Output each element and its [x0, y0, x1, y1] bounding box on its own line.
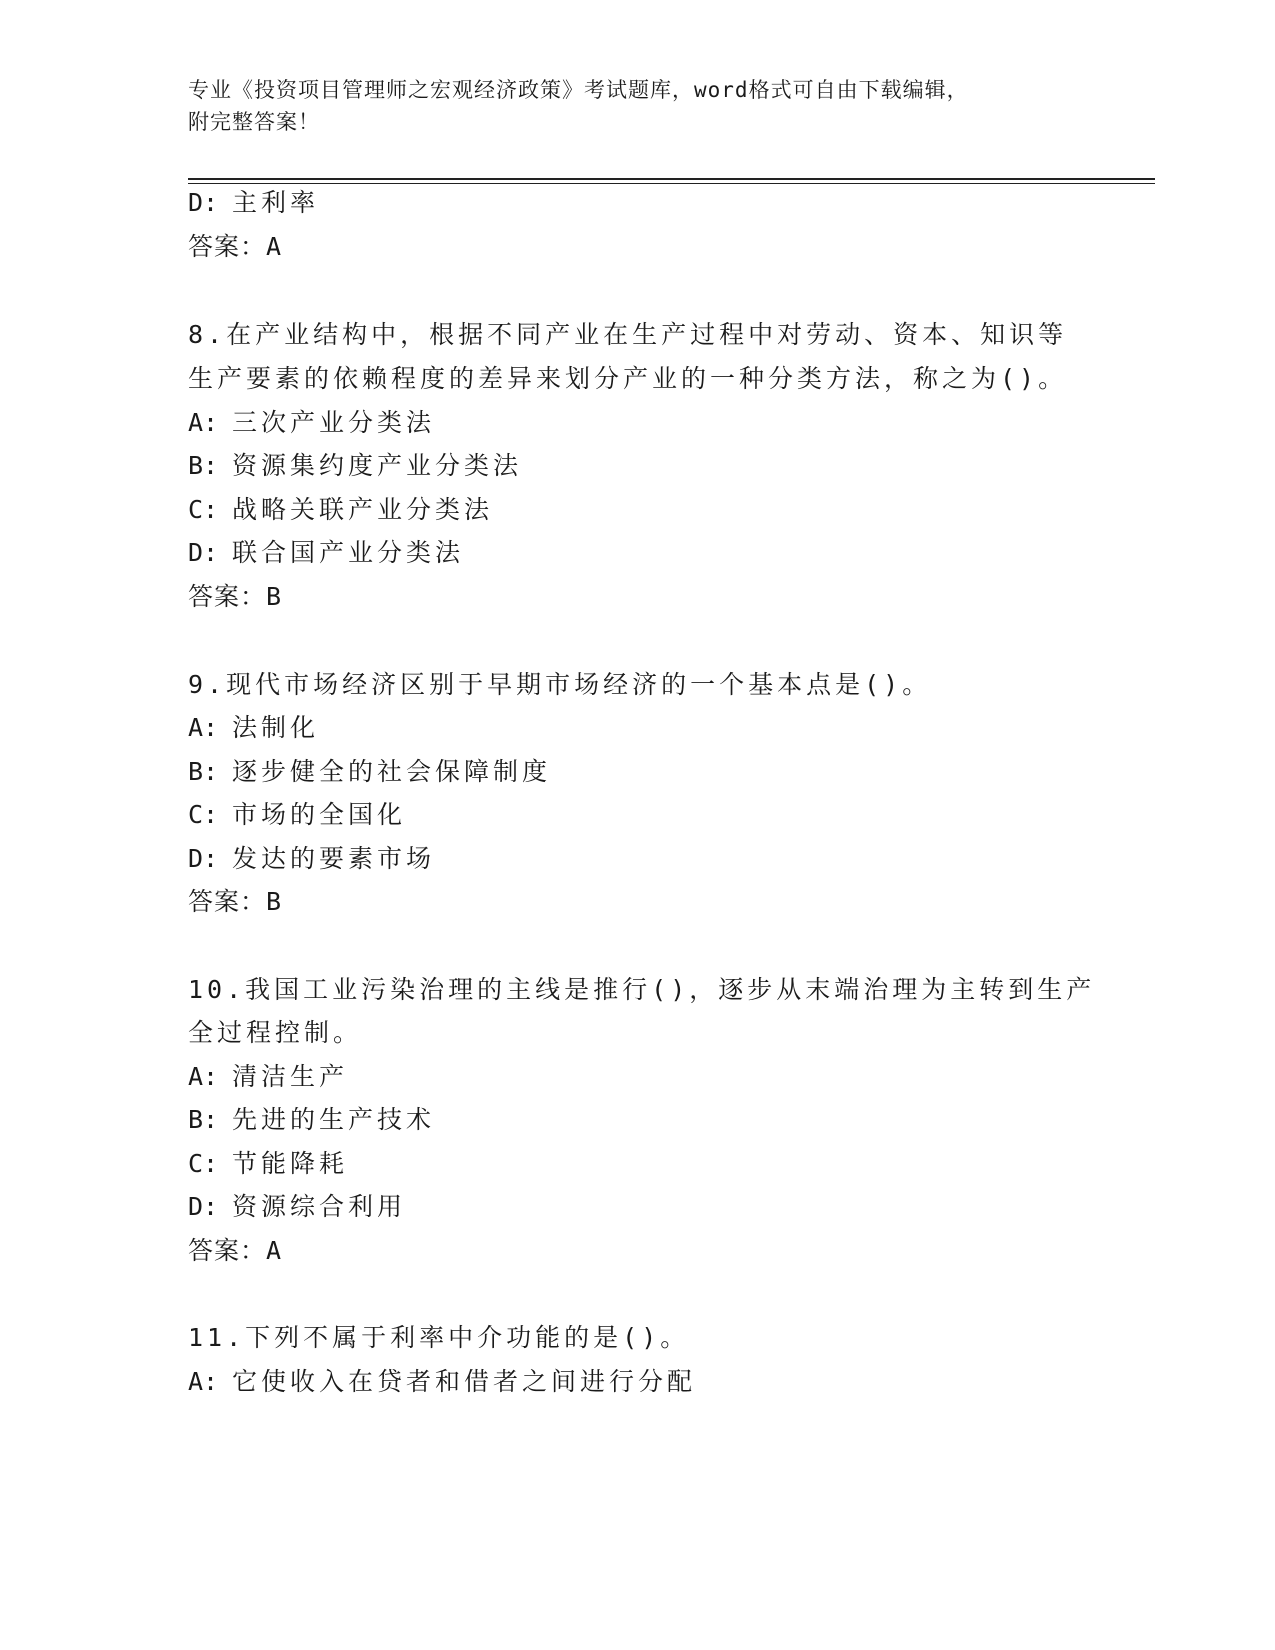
header-divider-thick [188, 178, 1155, 180]
option-text: 逐步健全的社会保障制度 [232, 757, 552, 786]
option-key: A: [188, 713, 219, 742]
q9-stem-line-1: 9.现代市场经济区别于早期市场经济的一个基本点是()。 [188, 670, 932, 699]
option-key: C: [188, 495, 219, 524]
q9-option-c [188, 800, 406, 830]
prev-option-d [188, 188, 319, 218]
q9-option-d [188, 844, 435, 874]
option-text: 法制化 [232, 713, 320, 742]
option-text: 联合国产业分类法 [232, 538, 465, 567]
option-text: 主利率 [232, 188, 320, 217]
option-text: 节能降耗 [232, 1149, 349, 1178]
q9-option-a [188, 713, 319, 743]
option-key: A: [188, 408, 219, 437]
option-text: 资源集约度产业分类法 [232, 451, 523, 480]
option-key: B: [188, 451, 219, 480]
q8-stem-line-1: 8.在产业结构中，根据不同产业在生产过程中对劳动、资本、知识等 [188, 320, 1068, 349]
option-key: D: [188, 188, 219, 217]
option-key: A: [188, 1367, 219, 1396]
option-key: C: [188, 1149, 219, 1178]
q10-option-b [188, 1105, 435, 1135]
option-key: D: [188, 844, 219, 873]
q10-stem-line-1: 10.我国工业污染治理的主线是推行()，逐步从末端治理为主转到生产 [188, 975, 1096, 1004]
q10-answer: 答案：A [188, 1236, 283, 1265]
option-text: 发达的要素市场 [232, 844, 436, 873]
header-divider-thin [188, 183, 1155, 184]
option-text: 战略关联产业分类法 [232, 495, 494, 524]
q11-option-a [188, 1367, 696, 1397]
option-key: D: [188, 538, 219, 567]
option-text: 三次产业分类法 [232, 408, 436, 437]
q10-stem-line-2: 全过程控制。 [188, 1018, 363, 1047]
option-text: 先进的生产技术 [232, 1105, 436, 1134]
q8-option-c [188, 495, 493, 525]
option-key: A: [188, 1062, 219, 1091]
q9-option-b [188, 757, 551, 787]
option-key: C: [188, 800, 219, 829]
q8-option-d [188, 538, 464, 568]
option-text: 清洁生产 [232, 1062, 349, 1091]
q10-option-a [188, 1062, 348, 1092]
q8-answer: 答案：B [188, 582, 283, 611]
q10-option-c [188, 1149, 348, 1179]
document-header [188, 74, 1088, 138]
option-text: 市场的全国化 [232, 800, 407, 829]
header-line-1: 专业《投资项目管理师之宏观经济政策》考试题库，word格式可自由下载编辑， [188, 78, 969, 102]
q11-stem-line-1: 11.下列不属于利率中介功能的是()。 [188, 1323, 690, 1352]
header-line-2: 附完整答案！ [188, 110, 320, 134]
option-key: B: [188, 757, 219, 786]
q8-option-a [188, 408, 435, 438]
q10-option-d [188, 1192, 406, 1222]
option-key: B: [188, 1105, 219, 1134]
q8-option-b [188, 451, 522, 481]
option-key: D: [188, 1192, 219, 1221]
prev-answer: 答案：A [188, 232, 283, 261]
option-text: 资源综合利用 [232, 1192, 407, 1221]
q8-stem-line-2: 生产要素的依赖程度的差异来划分产业的一种分类方法，称之为()。 [188, 364, 1068, 393]
q9-answer: 答案：B [188, 887, 283, 916]
option-text: 它使收入在贷者和借者之间进行分配 [232, 1367, 697, 1396]
